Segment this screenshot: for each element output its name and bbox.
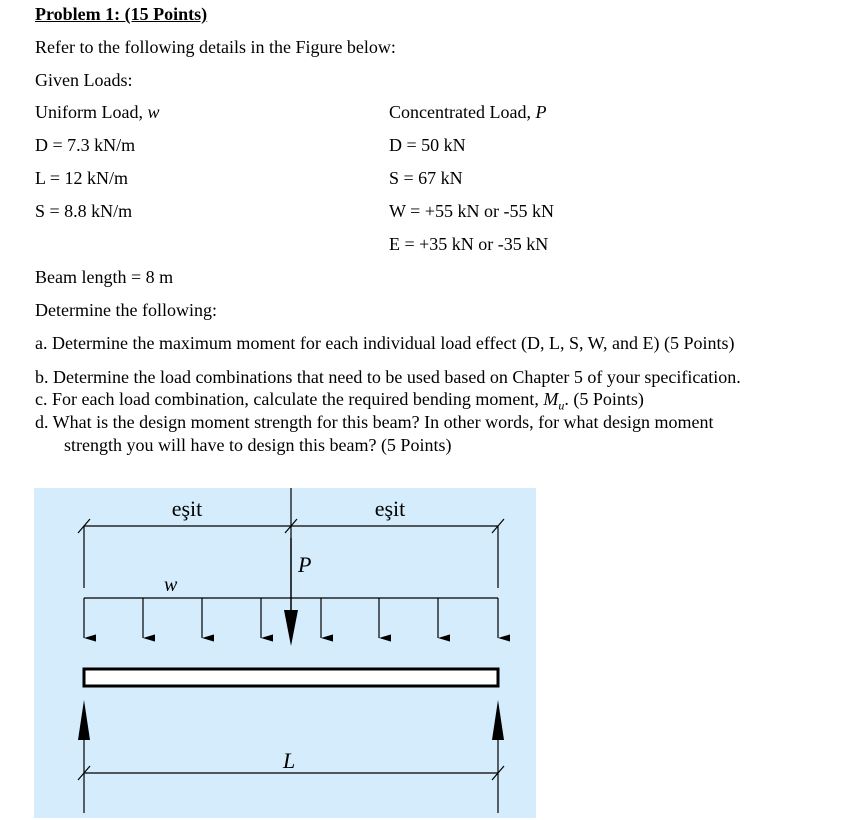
question-c-text: c. For each load combination, calculate the required bending moment, <box>35 389 544 409</box>
question-c <box>35 390 644 412</box>
left-support <box>78 700 90 813</box>
uniform-load-symbol: w <box>147 102 160 122</box>
given-loads-heading: Given Loads: <box>35 70 133 90</box>
concentrated-load-label: Concentrated Load, <box>389 102 536 122</box>
point-load-arrow <box>284 538 298 646</box>
moment-symbol: M <box>543 389 559 409</box>
beam-diagram <box>34 488 536 818</box>
intro-text: Refer to the following details in the Figure below: <box>35 37 396 57</box>
concentrated-load-earthquake: E = +35 kN or -35 kN <box>389 234 549 254</box>
concentrated-load-heading <box>389 103 546 121</box>
point-load-label: P <box>298 552 312 577</box>
distributed-load-label: w <box>164 574 178 596</box>
uniform-load-heading <box>35 103 160 121</box>
length-label: L <box>283 748 296 773</box>
uniform-load-live: L = 12 kN/m <box>35 168 128 188</box>
concentrated-load-wind: W = +55 kN or -55 kN <box>389 201 554 221</box>
beam-figure <box>34 488 536 818</box>
question-c-points: . (5 Points) <box>564 389 644 409</box>
question-d-line1: d. What is the design moment strength for this beam? In other words, for what design moment <box>35 412 714 432</box>
problem-title: Problem 1: (15 Points) <box>35 4 208 24</box>
question-b: b. Determine the load combinations that need to be used based on Chapter 5 of your specification. <box>35 367 741 387</box>
right-support <box>492 700 504 813</box>
question-a: a. Determine the maximum moment for each individual load effect (D, L, S, W, and E) (5 Points) <box>35 333 735 353</box>
concentrated-load-snow: S = 67 kN <box>389 168 463 188</box>
uniform-load-label: Uniform Load, <box>35 102 148 122</box>
right-span-label: eşit <box>374 496 406 521</box>
beam <box>84 669 498 686</box>
question-d-line2: strength you will have to design this beam? (5 Points) <box>64 435 452 455</box>
beam-length: Beam length = 8 m <box>35 267 174 287</box>
left-span-label: eşit <box>171 496 203 521</box>
concentrated-load-symbol: P <box>535 102 547 122</box>
uniform-load-dead: D = 7.3 kN/m <box>35 135 136 155</box>
concentrated-load-dead: D = 50 kN <box>389 135 466 155</box>
moment-subscript: u <box>558 398 565 413</box>
determine-heading: Determine the following: <box>35 300 217 320</box>
uniform-load-snow: S = 8.8 kN/m <box>35 201 133 221</box>
